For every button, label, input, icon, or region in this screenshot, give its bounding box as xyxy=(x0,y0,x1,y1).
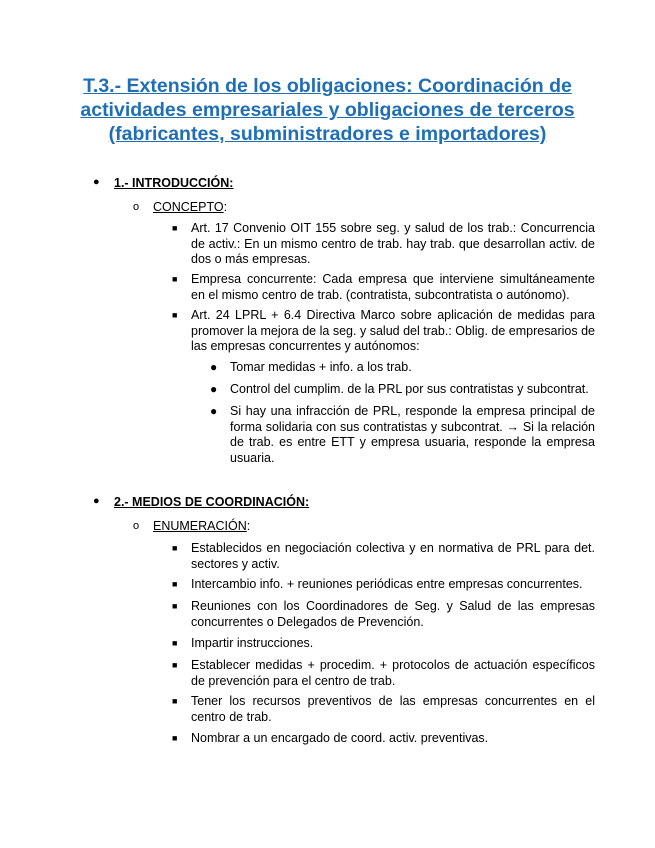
square-bullet-icon: ■ xyxy=(172,638,178,648)
square-bullet-icon: ■ xyxy=(172,543,178,553)
list-item xyxy=(172,636,595,652)
list-item xyxy=(172,577,595,593)
sub-list-item xyxy=(210,404,595,466)
square-bullet-icon: ■ xyxy=(172,579,178,589)
subheading-suffix: : xyxy=(246,519,251,533)
list-item-text: Art. 24 LPRL + 6.4 Directiva Marco sobre aplicación de medidas para promover la mejora de la seg. y salud del trab.: Oblig. de empresarios de las empresas concurrentes y autónomos: xyxy=(191,308,595,353)
bullet-icon: ● xyxy=(93,176,100,188)
circle-bullet-icon: o xyxy=(133,201,140,213)
subheading-suffix: : xyxy=(223,200,228,214)
square-bullet-icon: ■ xyxy=(172,223,178,233)
list-item-text: Intercambio info. + reuniones periódicas entre empresas concurrentes. xyxy=(191,577,583,591)
subheading-label: ENUMERACIÓN xyxy=(153,519,247,533)
list-item xyxy=(172,694,595,725)
list-item-text: Tener los recursos preventivos de las empresas concurrentes en el centro de trab. xyxy=(191,694,595,724)
square-bullet-icon: ■ xyxy=(172,733,178,743)
list-item-text: Art. 17 Convenio OIT 155 sobre seg. y salud de los trab.: Concurrencia de activ.: En un mismo centro de trab. hay trab. que desarrollan activ. de dos o más empresas. xyxy=(191,221,595,266)
bullet-icon: ● xyxy=(210,360,218,374)
square-bullet-icon: ■ xyxy=(172,310,178,320)
list-item xyxy=(172,272,595,303)
sub-list-item-text: Tomar medidas + info. a los trab. xyxy=(230,360,412,374)
bullet-icon: ● xyxy=(93,495,100,507)
list-item-text: Empresa concurrente: Cada empresa que interviene simultáneamente en el mismo centro de trab. (contratista, subcontratista o autónomo). xyxy=(191,272,595,302)
list-item-text: Establecidos en negociación colectiva y en normativa de PRL para det. sectores y activ. xyxy=(191,541,595,571)
square-bullet-icon: ■ xyxy=(172,274,178,284)
sub-list-item-text: Control del cumplim. de la PRL por sus contratistas y subcontrat. xyxy=(230,382,589,396)
list-item xyxy=(172,221,595,268)
section-heading-text: 1.- INTRODUCCIÓN: xyxy=(114,176,234,190)
list-item-text: Nombrar a un encargado de coord. activ. preventivas. xyxy=(191,731,489,745)
bullet-icon: ● xyxy=(210,382,218,396)
square-bullet-icon: ■ xyxy=(172,601,178,611)
bullet-icon: ● xyxy=(210,404,218,418)
section-heading-text: 2.- MEDIOS DE COORDINACIÓN: xyxy=(114,495,310,509)
square-bullet-icon: ■ xyxy=(172,660,178,670)
list-item xyxy=(172,731,595,747)
sub-list-item xyxy=(210,382,595,398)
list-item-text: Establecer medidas + procedim. + protocolos de actuación específicos de prevención para el centro de trab. xyxy=(191,658,595,688)
list-item xyxy=(172,541,595,572)
sub-list-item xyxy=(210,360,595,376)
square-bullet-icon: ■ xyxy=(172,696,178,706)
list-item xyxy=(172,658,595,689)
document-title: T.3.- Extensión de los obligaciones: Coordinación de actividades empresariales y obligaciones de terceros (fabricantes, subministradores e importadores) xyxy=(80,75,575,145)
sub-list-item-text: Si hay una infracción de PRL, responde la empresa principal de forma solidaria con sus contratistas y subcontrat. → Si la relación de trab. es entre ETT y empresa usuaria, responde la empresa usuaria. xyxy=(230,404,595,465)
circle-bullet-icon: o xyxy=(133,520,140,532)
list-item-text: Reuniones con los Coordinadores de Seg. y Salud de las empresas concurrentes o Delegados de Prevención. xyxy=(191,599,595,629)
list-item-text: Impartir instrucciones. xyxy=(191,636,314,650)
subheading-label: CONCEPTO xyxy=(153,200,224,214)
list-item xyxy=(172,599,595,630)
list-item xyxy=(172,308,595,355)
